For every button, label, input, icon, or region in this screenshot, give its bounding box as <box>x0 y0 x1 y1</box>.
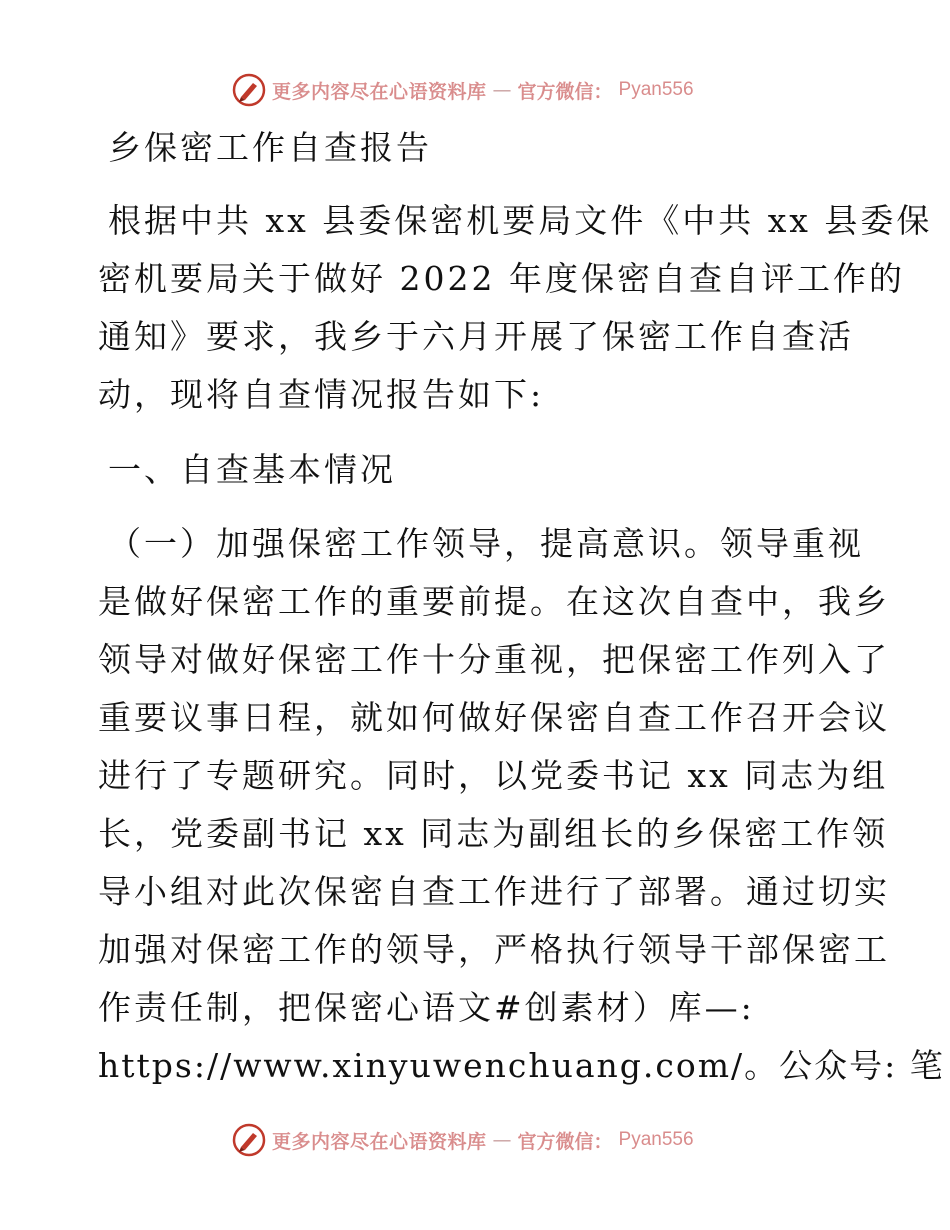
paragraph-line: 重要议事日程，就如何做好保密自查工作召开会议 <box>98 698 890 737</box>
intro-line: 密机要局关于做好 2022 年度保密自查自评工作的 <box>98 259 905 298</box>
watermark-account: Pyan556 <box>618 1129 694 1150</box>
section-heading: 一、自查基本情况 <box>108 450 396 489</box>
watermark-official: 官方微信： <box>517 80 613 103</box>
watermark-footer <box>232 1122 694 1158</box>
watermark-separator: — <box>492 79 512 101</box>
watermark-official: 官方微信： <box>517 1130 613 1153</box>
paragraph-line: （一）加强保密工作领导，提高意识。领导重视 <box>108 524 864 563</box>
paragraph-line: 作责任制，把保密心语文#创素材）库—: <box>98 988 755 1027</box>
watermark-separator: — <box>492 1129 512 1151</box>
paragraph-line: 领导对做好保密工作十分重视，把保密工作列入了 <box>98 640 890 679</box>
watermark-brand: 更多内容尽在心语资料库 <box>272 80 487 103</box>
intro-line: 通知》要求，我乡于六月开展了保密工作自查活 <box>98 317 854 356</box>
paragraph-line: 导小组对此次保密自查工作进行了部署。通过切实 <box>98 872 890 911</box>
paragraph-line: 是做好保密工作的重要前提。在这次自查中，我乡 <box>98 582 890 621</box>
paragraph-line: 长，党委副书记 xx 同志为副组长的乡保密工作领 <box>98 814 889 853</box>
paragraph-line-link: https://www.xinyuwenchuang.com/。公众号: 笔 <box>98 1046 945 1085</box>
intro-line: 根据中共 xx 县委保密机要局文件《中共 xx 县委保 <box>108 201 933 240</box>
watermark-brand: 更多内容尽在心语资料库 <box>272 1130 487 1153</box>
intro-line: 动，现将自查情况报告如下: <box>98 375 545 414</box>
watermark-header <box>232 72 694 108</box>
pen-logo-icon <box>232 1123 266 1157</box>
watermark-account: Pyan556 <box>618 79 694 100</box>
document-title: 乡保密工作自查报告 <box>108 128 432 167</box>
paragraph-line: 进行了专题研究。同时，以党委书记 xx 同志为组 <box>98 756 889 795</box>
paragraph-line: 加强对保密工作的领导，严格执行领导干部保密工 <box>98 930 890 969</box>
pen-logo-icon <box>232 73 266 107</box>
